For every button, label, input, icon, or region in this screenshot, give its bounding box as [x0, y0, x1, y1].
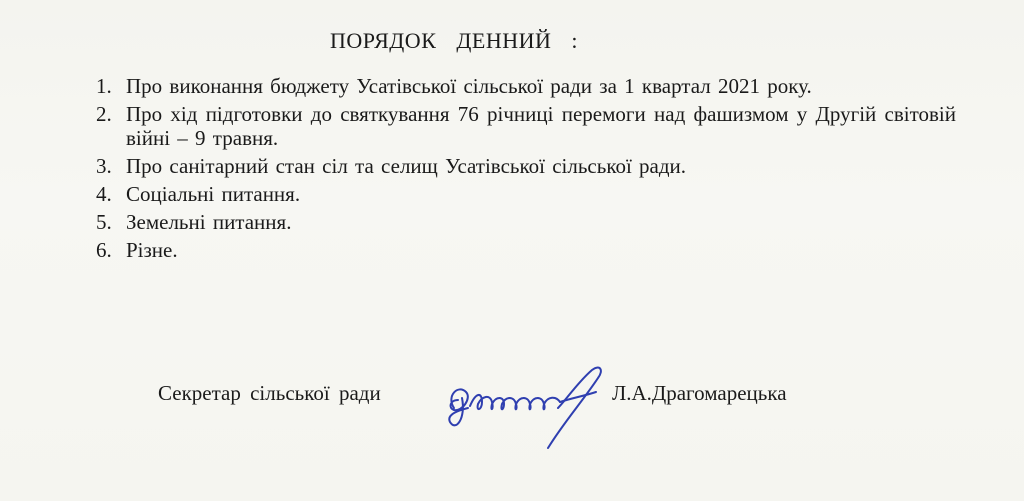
agenda-item-number: 2. [96, 102, 112, 126]
agenda-item [96, 102, 956, 150]
agenda-item [96, 182, 956, 206]
agenda-item-text: Різне. [126, 238, 178, 262]
agenda-item-number: 1. [96, 74, 112, 98]
agenda-item-number: 6. [96, 238, 112, 262]
agenda-list [96, 74, 956, 266]
signature-block [158, 381, 381, 406]
agenda-title: ПОРЯДОК ДЕННИЙ : [330, 28, 578, 53]
agenda-item [96, 210, 956, 234]
agenda-item-number: 3. [96, 154, 112, 178]
agenda-item [96, 154, 956, 178]
agenda-item-text: Про хід підготовки до святкування 76 річниці перемоги над фашизмом у Другій світовій війні – 9 травня. [126, 102, 956, 150]
agenda-item-text: Про виконання бюджету Усатівської сільської ради за 1 квартал 2021 року. [126, 74, 812, 98]
agenda-item-number: 4. [96, 182, 112, 206]
agenda-item-number: 5. [96, 210, 112, 234]
secretary-name: Л.А.Драгомарецька [612, 381, 787, 405]
agenda-item [96, 74, 956, 98]
agenda-item-text: Земельні питання. [126, 210, 292, 234]
agenda-item-text: Про санітарний стан сіл та селищ Усатівської сільської ради. [126, 154, 687, 178]
agenda-item-text: Соціальні питання. [126, 182, 301, 206]
handwritten-signature [432, 362, 620, 450]
secretary-role: Секретар сільської ради [158, 381, 381, 405]
agenda-item [96, 238, 956, 262]
